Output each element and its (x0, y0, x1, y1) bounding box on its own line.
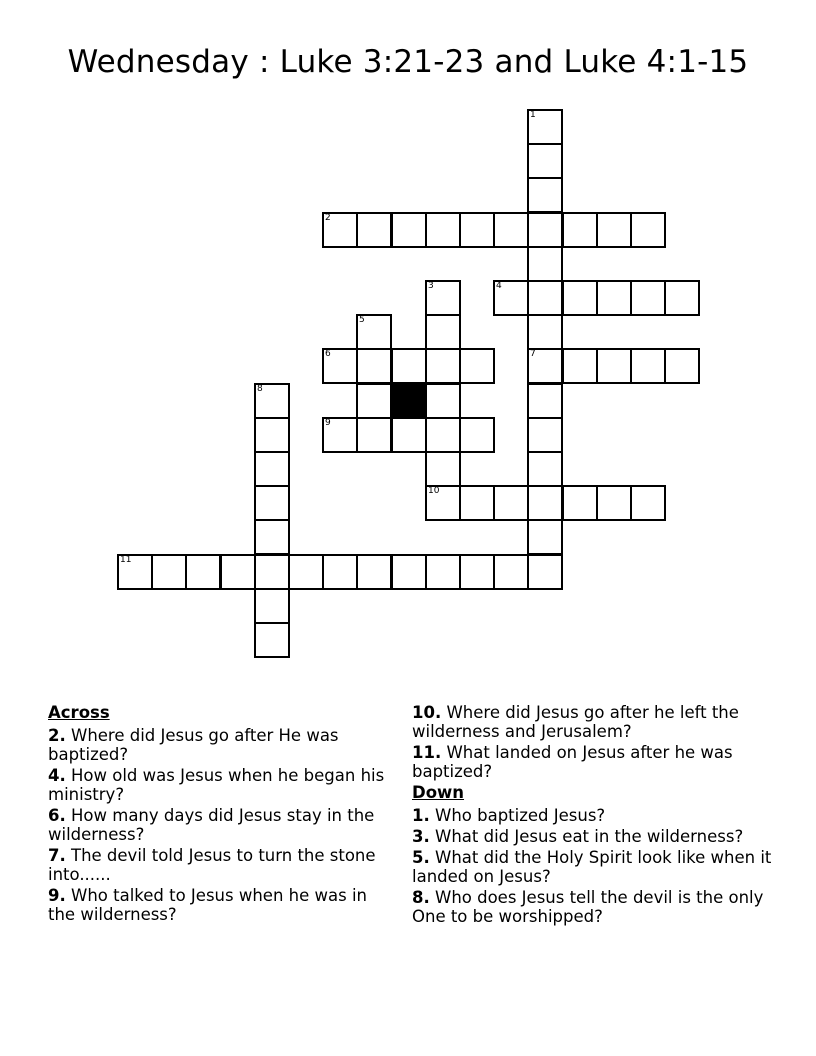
crossword-cell[interactable] (460, 418, 494, 452)
crossword-cell[interactable] (528, 452, 562, 486)
crossword-cell[interactable] (118, 555, 152, 589)
clue-text: Who talked to Jesus when he was in the wilderness? (48, 886, 367, 924)
crossword-cell[interactable] (460, 213, 494, 247)
clue-text: How many days did Jesus stay in the wilderness? (48, 806, 375, 844)
clue-text: Who does Jesus tell the devil is the only One to be worshipped? (412, 888, 764, 926)
crossword-cell[interactable] (392, 418, 426, 452)
clue-text: Where did Jesus go after he left the wilderness and Jerusalem? (412, 703, 739, 741)
clue-item (412, 848, 777, 886)
clue-number: 6. (48, 806, 66, 825)
crossword-cell[interactable] (494, 281, 528, 315)
crossword-cell[interactable] (631, 486, 665, 520)
crossword-cell[interactable] (357, 555, 391, 589)
clue-text: How old was Jesus when he began his ministry? (48, 766, 385, 804)
crossword-cell[interactable] (357, 213, 391, 247)
crossword-cell[interactable] (528, 486, 562, 520)
clue-number: 4. (48, 766, 66, 785)
page-title: Wednesday : Luke 3:21-23 and Luke 4:1-15 (67, 44, 749, 80)
crossword-cell[interactable] (426, 486, 460, 520)
crossword-cell[interactable] (323, 349, 357, 383)
crossword-cell[interactable] (597, 486, 631, 520)
clue-number: 1 (530, 110, 536, 120)
crossword-cell[interactable] (289, 555, 323, 589)
crossword-cell[interactable] (563, 349, 597, 383)
clue-item (412, 703, 777, 741)
crossword-cell[interactable] (528, 178, 562, 212)
crossword-cell[interactable] (665, 281, 699, 315)
crossword-cell[interactable] (426, 384, 460, 418)
clue-number: 1. (412, 806, 430, 825)
crossword-cell[interactable] (528, 315, 562, 349)
crossword-cell[interactable] (597, 213, 631, 247)
clue-number: 2 (325, 213, 331, 223)
crossword-cell[interactable] (631, 281, 665, 315)
clue-text: What landed on Jesus after he was baptized? (412, 743, 733, 781)
crossword-cell[interactable] (255, 555, 289, 589)
crossword-cell[interactable] (357, 315, 391, 349)
down-clue-list (412, 806, 777, 926)
crossword-cell[interactable] (255, 384, 289, 418)
clue-item (412, 743, 777, 781)
clue-number: 11 (120, 555, 132, 565)
crossword-cell[interactable] (665, 349, 699, 383)
crossword-cell[interactable] (255, 623, 289, 657)
crossword-cell[interactable] (528, 281, 562, 315)
crossword-cell[interactable] (528, 418, 562, 452)
clue-item (412, 827, 777, 846)
clue-item (48, 886, 393, 924)
crossword-cell[interactable] (528, 384, 562, 418)
clue-item (48, 726, 393, 764)
crossword-cell[interactable] (426, 213, 460, 247)
crossword-cell[interactable] (392, 349, 426, 383)
clue-number: 9. (48, 886, 66, 905)
crossword-cell[interactable] (426, 281, 460, 315)
crossword-cell[interactable] (255, 486, 289, 520)
crossword-cell[interactable] (357, 384, 391, 418)
crossword-cell[interactable] (528, 247, 562, 281)
crossword-cell[interactable] (563, 281, 597, 315)
crossword-cell[interactable] (152, 555, 186, 589)
crossword-cell[interactable] (563, 486, 597, 520)
crossword-cell[interactable] (528, 520, 562, 554)
crossword-cell[interactable] (426, 349, 460, 383)
crossword-cell[interactable] (597, 349, 631, 383)
clue-number: 3. (412, 827, 430, 846)
crossword-cell[interactable] (528, 144, 562, 178)
clue-text: What did the Holy Spirit look like when it landed on Jesus? (412, 848, 772, 886)
crossword-block (392, 384, 426, 418)
crossword-cell[interactable] (255, 520, 289, 554)
across-clue-list-continued (412, 703, 777, 781)
clue-number: 2. (48, 726, 66, 745)
crossword-cell[interactable] (255, 418, 289, 452)
clue-number: 4 (496, 281, 502, 291)
crossword-cell[interactable] (392, 555, 426, 589)
crossword-cell[interactable] (255, 452, 289, 486)
clue-number: 11. (412, 743, 442, 762)
clue-number: 7 (530, 349, 536, 359)
crossword-cell[interactable] (323, 418, 357, 452)
crossword-cell[interactable] (426, 315, 460, 349)
clue-item (412, 888, 777, 926)
crossword-cell[interactable] (528, 213, 562, 247)
clues-left-column (48, 703, 393, 926)
clue-number: 10. (412, 703, 442, 722)
clue-number: 3 (428, 281, 434, 291)
crossword-cell[interactable] (631, 213, 665, 247)
clue-number: 8 (257, 384, 263, 394)
crossword-cell[interactable] (426, 418, 460, 452)
crossword-cell[interactable] (597, 281, 631, 315)
crossword-cell[interactable] (460, 349, 494, 383)
crossword-cell[interactable] (255, 589, 289, 623)
clue-text: The devil told Jesus to turn the stone into...... (48, 846, 376, 884)
across-heading: Across (48, 703, 110, 722)
clue-item (48, 766, 393, 804)
crossword-cell[interactable] (426, 555, 460, 589)
clue-item (48, 806, 393, 844)
clue-number: 9 (325, 418, 331, 428)
crossword-cell[interactable] (528, 555, 562, 589)
crossword-cell[interactable] (631, 349, 665, 383)
crossword-cell[interactable] (460, 486, 494, 520)
crossword-cell[interactable] (528, 110, 562, 144)
across-clue-list (48, 726, 393, 924)
crossword-cell[interactable] (494, 555, 528, 589)
crossword-cell[interactable] (494, 486, 528, 520)
crossword-cell[interactable] (426, 452, 460, 486)
clue-text: What did Jesus eat in the wilderness? (435, 827, 744, 846)
clue-number: 5 (359, 315, 365, 325)
crossword-cell[interactable] (460, 555, 494, 589)
clue-item (48, 846, 393, 884)
down-heading: Down (412, 783, 465, 802)
crossword-cell[interactable] (563, 213, 597, 247)
clues-right-column (412, 703, 777, 928)
clue-number: 10 (428, 486, 440, 496)
clue-number: 8. (412, 888, 430, 907)
crossword-cell[interactable] (221, 555, 255, 589)
crossword-cell[interactable] (494, 213, 528, 247)
crossword-cell[interactable] (357, 418, 391, 452)
clue-number: 5. (412, 848, 430, 867)
crossword-cell[interactable] (357, 349, 391, 383)
crossword-cell[interactable] (186, 555, 220, 589)
crossword-cell[interactable] (323, 213, 357, 247)
clue-text: Who baptized Jesus? (435, 806, 606, 825)
clue-text: Where did Jesus go after He was baptized? (48, 726, 339, 764)
crossword-cell[interactable] (323, 555, 357, 589)
clue-number: 7. (48, 846, 66, 865)
clue-number: 6 (325, 349, 331, 359)
crossword-cell[interactable] (528, 349, 562, 383)
clue-item (412, 806, 777, 825)
crossword-cell[interactable] (392, 213, 426, 247)
